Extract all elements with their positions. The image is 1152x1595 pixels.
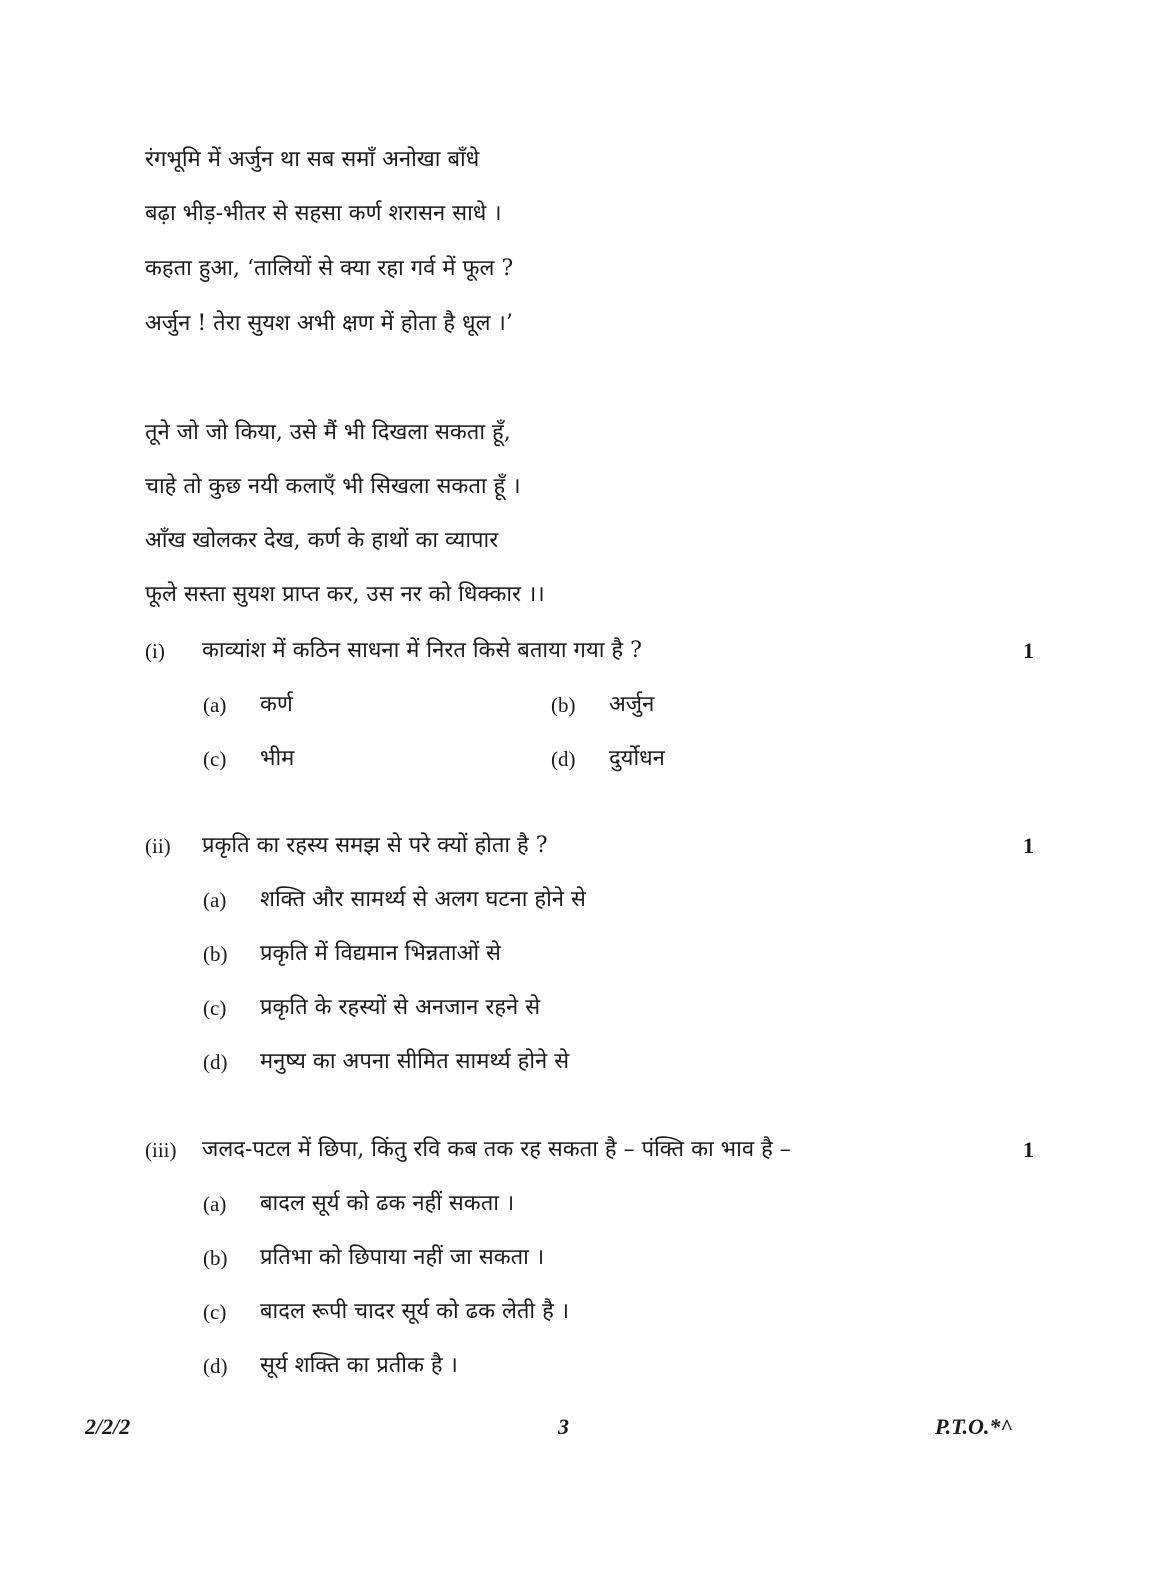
option-text: प्रकृति में विद्यमान भिन्नताओं से [260,941,501,966]
question-text: प्रकृति का रहस्य समझ से परे क्यों होता है ? [202,833,548,858]
poem-line: फूले सस्ता सुयश प्राप्त कर, उस नर को धिक्कार ।। [145,582,545,607]
question-marks: 1 [1023,833,1034,858]
question-text: काव्यांश में कठिन साधना में निरत किसे बताया गया है ? [202,638,642,663]
option-label: (a) [203,888,227,912]
option-text: दुर्योधन [609,746,665,771]
option-text: भीम [260,746,295,771]
option-label: (a) [203,1192,227,1216]
option-label: (b) [203,942,228,966]
option-text: शक्ति और सामर्थ्य से अलग घटना होने से [260,887,586,912]
option-label: (d) [203,1354,228,1378]
option-text: प्रतिभा को छिपाया नहीं जा सकता । [260,1245,545,1270]
paper-code: 2/2/2 [85,1414,131,1439]
option-text: बादल रूपी चादर सूर्य को ढक लेती है । [260,1299,570,1324]
option-label: (d) [551,747,576,771]
poem-line: बढ़ा भीड़-भीतर से सहसा कर्ण शरासन साधे । [145,201,502,226]
question-text: जलद-पटल में छिपा, किंतु रवि कब तक रह सकता है – पंक्ति का भाव है – [202,1137,791,1162]
poem-line: कहता हुआ, ‘तालियों से क्या रहा गर्व में फूल ? [145,256,514,281]
page-number: 3 [558,1414,569,1439]
poem-line: चाहे तो कुछ नयी कलाएँ भी सिखला सकता हूँ । [145,474,521,499]
question-number: (i) [145,639,165,663]
poem-line: आँख खोलकर देख, कर्ण के हाथों का व्यापार [145,528,499,553]
pto-label: P.T.O.*^ [935,1414,1013,1439]
option-text: मनुष्य का अपना सीमित सामर्थ्य होने से [260,1049,570,1074]
option-label: (c) [203,996,227,1020]
option-text: अर्जुन [609,692,655,717]
question-marks: 1 [1023,1137,1034,1162]
option-text: सूर्य शक्ति का प्रतीक है । [260,1353,458,1378]
option-label: (c) [203,1300,227,1324]
question-marks: 1 [1023,638,1034,663]
option-label: (b) [551,693,576,717]
option-label: (b) [203,1246,228,1270]
option-text: बादल सूर्य को ढक नहीं सकता । [260,1191,515,1216]
option-text: प्रकृति के रहस्यों से अनजान रहने से [260,995,541,1020]
poem-line: तूने जो जो किया, उसे मैं भी दिखला सकता हूँ, [145,420,511,445]
question-number: (iii) [145,1138,177,1162]
option-text: कर्ण [260,692,293,717]
option-label: (d) [203,1050,228,1074]
option-label: (c) [203,747,227,771]
poem-line: अर्जुन ! तेरा सुयश अभी क्षण में होता है धूल ।’ [145,311,513,336]
question-number: (ii) [145,834,171,858]
option-label: (a) [203,693,227,717]
poem-line: रंगभूमि में अर्जुन था सब समाँ अनोखा बाँधे [145,147,480,172]
